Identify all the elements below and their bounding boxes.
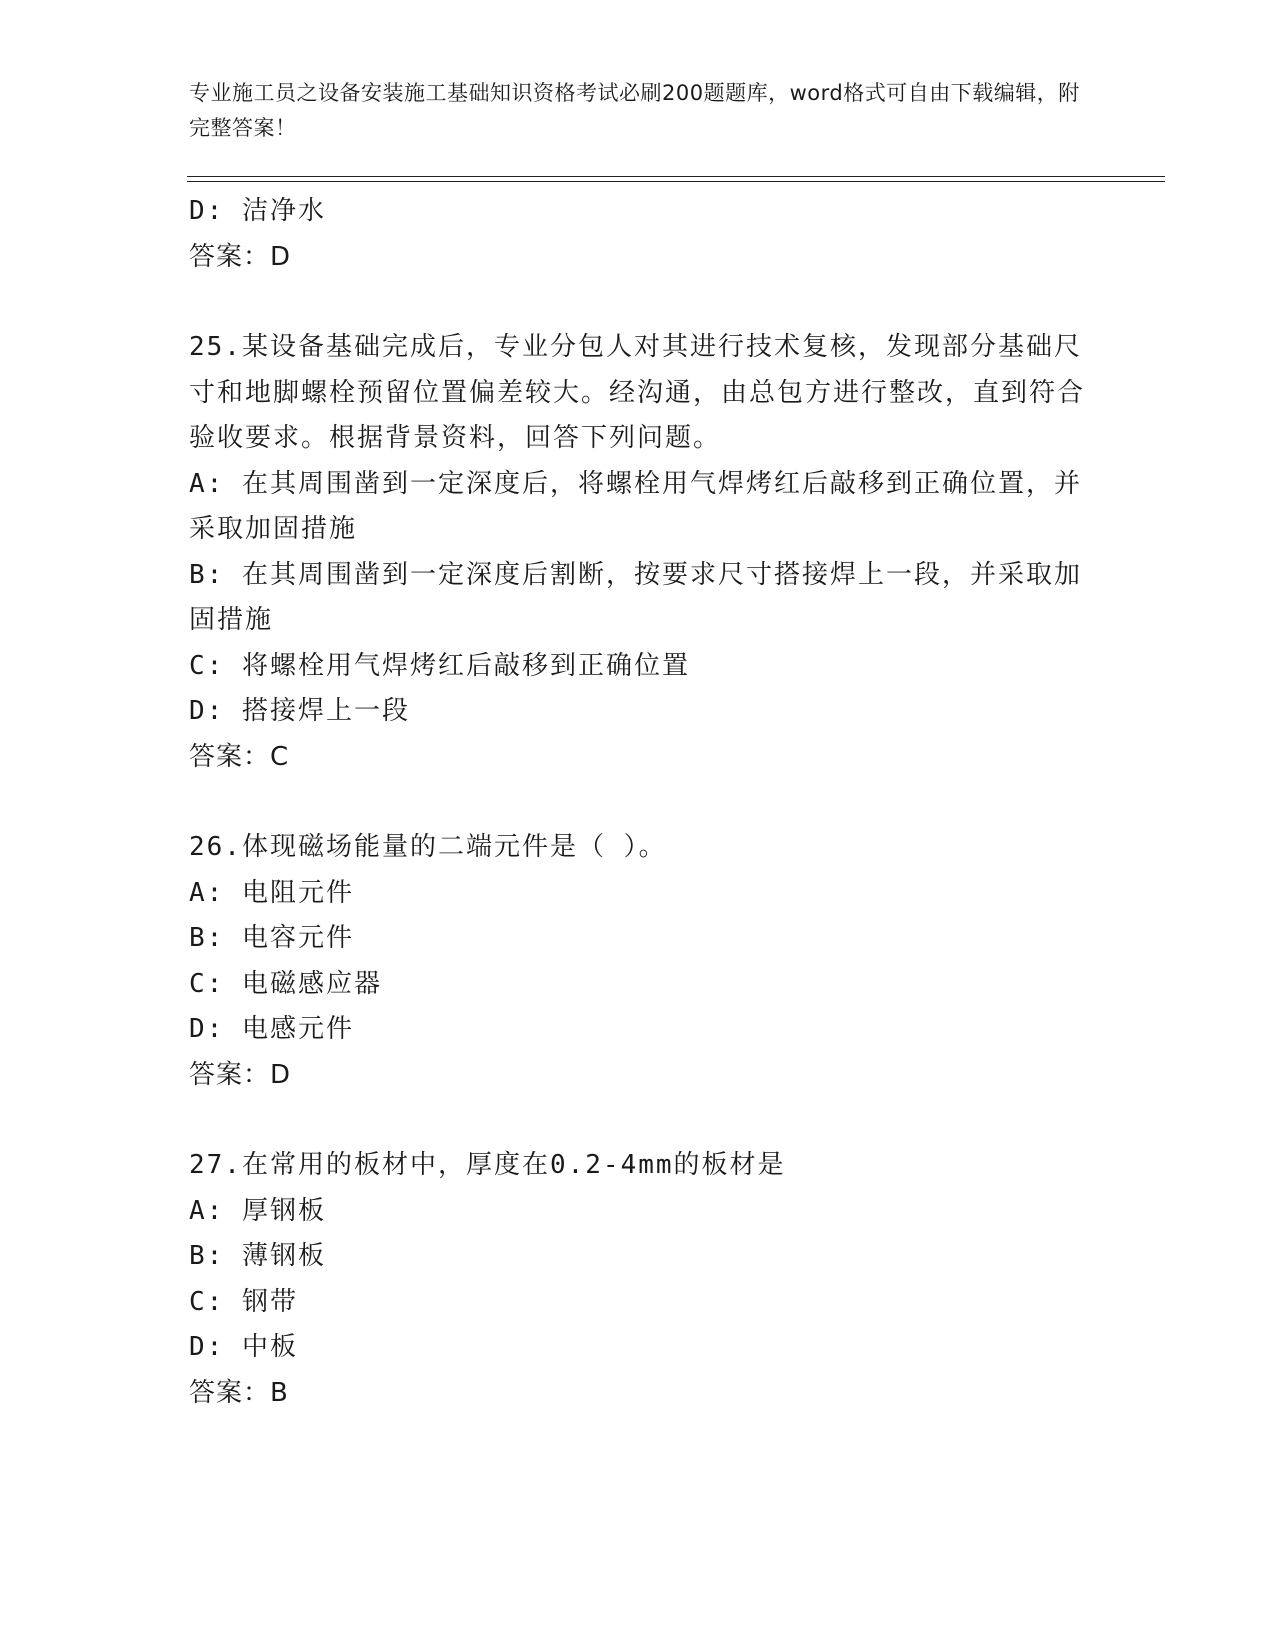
spacer bbox=[189, 280, 1089, 325]
question-27-stem: 27.在常用的板材中，厚度在0.2-4mm的板材是 bbox=[189, 1150, 786, 1180]
prev-answer: 答案：D bbox=[189, 241, 292, 272]
question-25-option-d: D: 搭接焊上一段 bbox=[189, 696, 410, 726]
spacer bbox=[189, 780, 1089, 825]
question-27-option-c: C: 钢带 bbox=[189, 1286, 298, 1317]
prev-option-d: D: 洁净水 bbox=[189, 196, 326, 226]
question-27-option-d: D: 中板 bbox=[189, 1332, 298, 1362]
question-26-stem: 26.体现磁场能量的二端元件是（ ）。 bbox=[189, 832, 667, 862]
question-26-option-c: C: 电磁感应器 bbox=[189, 968, 382, 999]
question-26-option-d: D: 电感元件 bbox=[189, 1014, 354, 1044]
question-25-stem: 25.某设备基础完成后，专业分包人对其进行技术复核，发现部分基础尺寸和地脚螺栓预留位置偏差较大。经沟通，由总包方进行整改，直到符合验收要求。根据背景资料，回答下列问题。 bbox=[189, 332, 1086, 453]
header-divider-top bbox=[187, 176, 1165, 177]
question-27-answer: 答案：B bbox=[189, 1377, 289, 1408]
spacer bbox=[189, 1098, 1089, 1143]
header-divider-bottom bbox=[187, 181, 1165, 182]
question-25-option-b: B: 在其周围凿到一定深度后割断，按要求尺寸搭接焊上一段，并采取加固措施 bbox=[189, 559, 1082, 635]
question-25-option-c: C: 将螺栓用气焊烤红后敲移到正确位置 bbox=[189, 650, 690, 681]
question-27-option-b: B: 薄钢板 bbox=[189, 1241, 326, 1271]
question-26-option-a: A: 电阻元件 bbox=[189, 877, 354, 908]
document-body bbox=[189, 189, 1089, 1416]
question-27-option-a: A: 厚钢板 bbox=[189, 1195, 326, 1226]
document-header: 专业施工员之设备安装施工基础知识资格考试必刷200题题库，word格式可自由下载编辑，附完整答案！ bbox=[189, 81, 1080, 140]
question-26-option-b: B: 电容元件 bbox=[189, 923, 354, 953]
question-26-answer: 答案：D bbox=[189, 1059, 292, 1090]
question-25-option-a: A: 在其周围凿到一定深度后，将螺栓用气焊烤红后敲移到正确位置，并采取加固措施 bbox=[189, 468, 1082, 544]
question-25-answer: 答案：C bbox=[189, 741, 290, 772]
